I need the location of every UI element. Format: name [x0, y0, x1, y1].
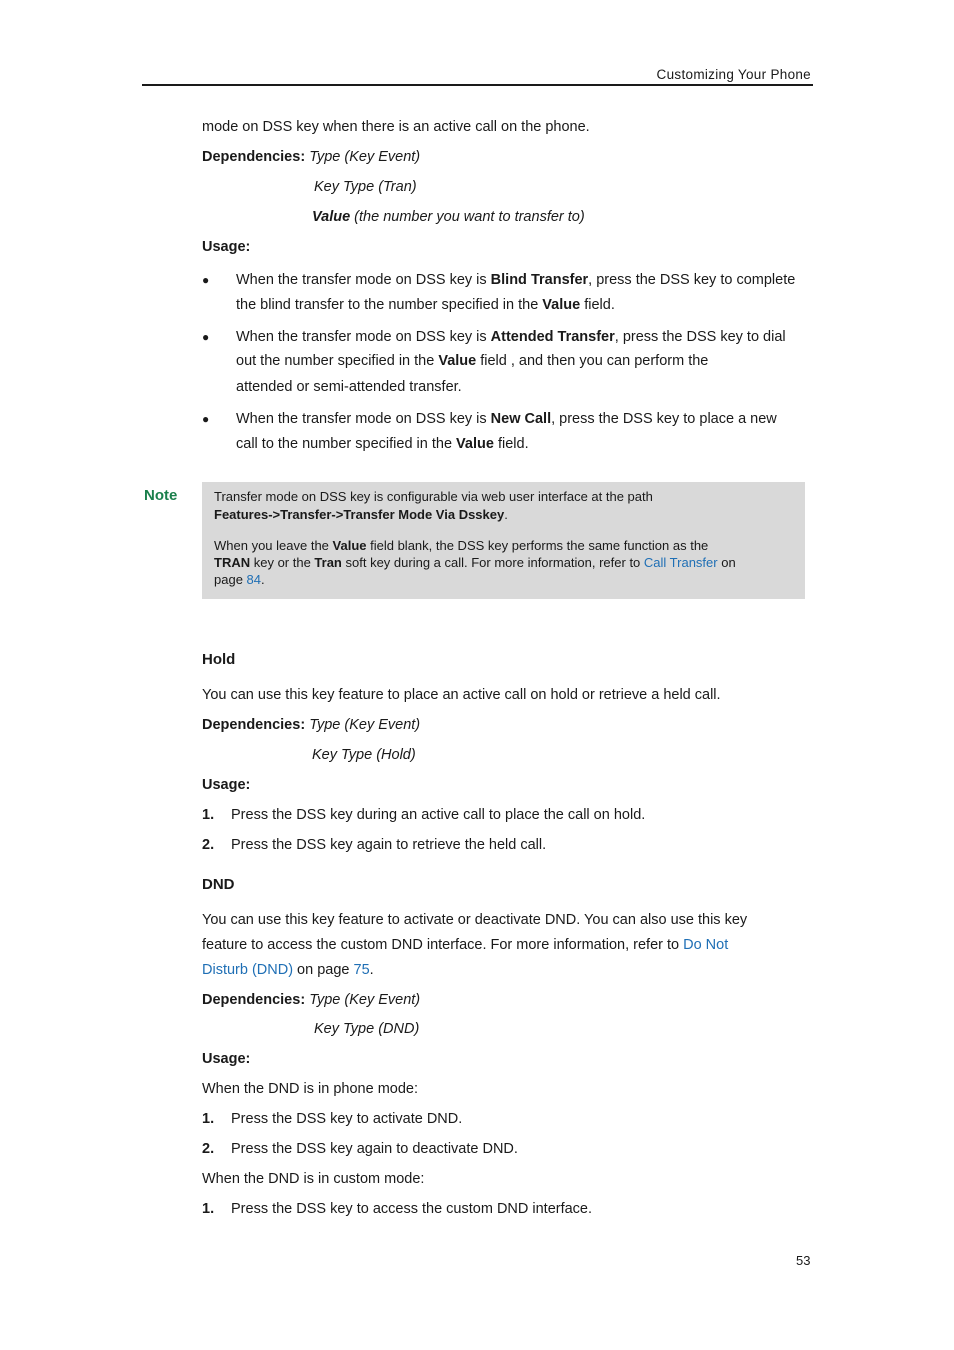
dnd-custom-mode: When the DND is in custom mode: [202, 1171, 425, 1187]
transfer-intro: mode on DSS key when there is an active call on the phone. [202, 119, 590, 135]
usage-label: Usage: [202, 239, 251, 255]
dnd-usage-label: Usage: [202, 1051, 251, 1067]
dnd-link[interactable]: Do Not [683, 937, 729, 953]
note-box [202, 482, 805, 599]
bullet-line: When the transfer mode on DSS key is Attended Transfer, press the DSS key to dial [236, 329, 786, 345]
hold-key-type: Key Type (Hold) [312, 747, 416, 763]
bullet-line: the blind transfer to the number specified in the Value field. [236, 297, 615, 313]
note-line: When you leave the Value field blank, the DSS key performs the same function as the [214, 538, 709, 553]
dep-key-type: Key Type (Tran) [314, 179, 417, 195]
hold-heading: Hold [202, 651, 236, 668]
dnd-step: Press the DSS key again to deactivate DND. [231, 1141, 518, 1157]
hold-intro: You can use this key feature to place an active call on hold or retrieve a held call. [202, 687, 721, 703]
dnd-intro-line: Disturb (DND) on page 75. [202, 962, 374, 978]
step-number: 2. [202, 837, 215, 853]
step-number: 1. [202, 1201, 215, 1217]
step-number: 2. [202, 1141, 215, 1157]
bullet-line: When the transfer mode on DSS key is New Call, press the DSS key to place a new [236, 411, 777, 427]
step-number: 1. [202, 807, 215, 823]
bullet-line: attended or semi-attended transfer. [236, 379, 462, 395]
bullet-line: When the transfer mode on DSS key is Blind Transfer, press the DSS key to complete [236, 272, 796, 288]
note-line: Transfer mode on DSS key is configurable via web user interface at the path [214, 489, 653, 504]
page-84-link[interactable]: 84 [246, 572, 262, 587]
hold-dependencies: Dependencies: Type (Key Event) [202, 717, 421, 733]
transfer-dependencies [202, 149, 420, 165]
value-text: (the number you want to transfer to) [350, 209, 585, 225]
dnd-key-type: Key Type (DND) [314, 1021, 420, 1037]
header-rule [142, 84, 813, 86]
dnd-intro-line: You can use this key feature to activate or deactivate DND. You can also use this key [202, 912, 748, 928]
bullet-line: call to the number specified in the Value field. [236, 436, 529, 452]
dnd-dependencies: Dependencies: Type (Key Event) [202, 992, 421, 1008]
dnd-phone-mode: When the DND is in phone mode: [202, 1081, 418, 1097]
hold-usage-label: Usage: [202, 777, 251, 793]
value-label: Value [312, 209, 351, 225]
bullet-icon: ● [202, 412, 210, 426]
dnd-link-cont[interactable]: Disturb (DND) [202, 962, 294, 978]
page-number: 53 [796, 1253, 811, 1268]
note-label: Note [144, 487, 178, 504]
running-header: Customizing Your Phone [656, 67, 811, 82]
page-75-link[interactable]: 75 [353, 962, 370, 978]
note-line: page 84. [214, 572, 265, 587]
hold-step: Press the DSS key again to retrieve the held call. [231, 837, 547, 853]
dnd-step: Press the DSS key to access the custom DND interface. [231, 1201, 593, 1217]
note-line: TRAN key or the Tran soft key during a call. For more information, refer to Call Transfer on [214, 555, 736, 570]
dnd-step: Press the DSS key to activate DND. [231, 1111, 463, 1127]
bullet-line: out the number specified in the Value field , and then you can perform the [236, 353, 709, 369]
note-line: Features->Transfer->Transfer Mode Via Dsskey. [214, 507, 508, 522]
dependencies-label: Dependencies: [202, 149, 306, 165]
dnd-heading: DND [202, 876, 235, 893]
dep-type: Type (Key Event) [309, 149, 421, 165]
dnd-intro-line: feature to access the custom DND interface. For more information, refer to Do Not [202, 937, 729, 953]
bullet-icon: ● [202, 273, 210, 287]
call-transfer-link[interactable]: Call Transfer [643, 555, 718, 570]
dep-value [312, 209, 585, 225]
step-number: 1. [202, 1111, 215, 1127]
bullet-icon: ● [202, 330, 210, 344]
hold-step: Press the DSS key during an active call to place the call on hold. [231, 807, 646, 823]
